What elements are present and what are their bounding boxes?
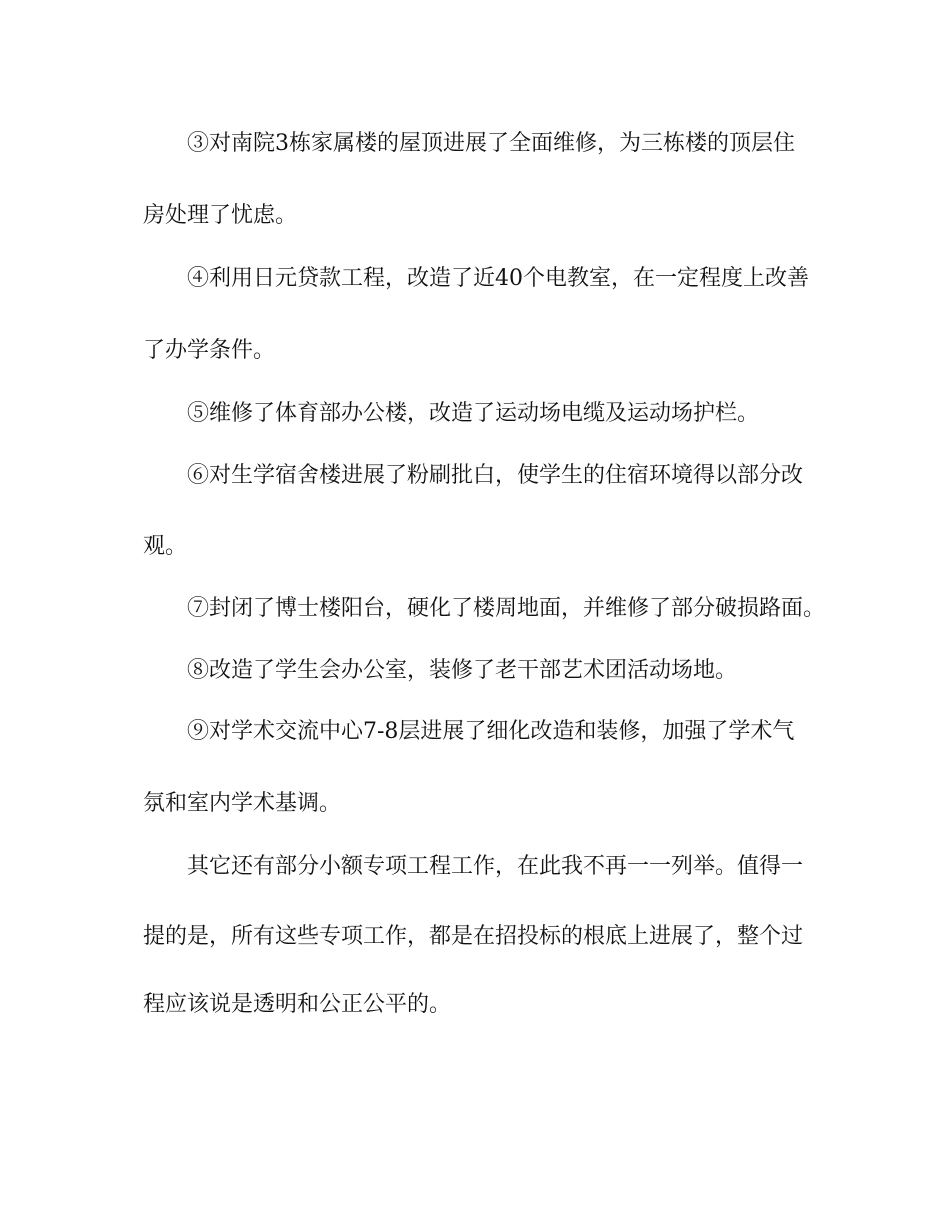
paragraph-7-line-1: ⑨对学术交流中心7-8层进展了细化改造和装修，加强了学术气 <box>187 719 795 744</box>
paragraph-8-line-1: 其它还有部分小额专项工程工作，在此我不再一一列举。值得一 <box>187 854 804 879</box>
paragraph-8-line-3: 程应该说是透明和公正公平的。 <box>143 992 452 1017</box>
paragraph-8-line-2: 提的是，所有这些专项工作，都是在招投标的根底上进展了，整个过 <box>143 924 804 949</box>
paragraph-6-line-1: ⑧改造了学生会办公室，装修了老干部艺术团活动场地。 <box>187 658 738 683</box>
paragraph-5-line-1: ⑦封闭了博士楼阳台，硬化了楼周地面，并维修了部分破损路面。 <box>187 596 826 621</box>
paragraph-2-line-1: ④利用日元贷款工程，改造了近40个电教室，在一定程度上改善 <box>187 266 809 291</box>
paragraph-1-line-2: 房处理了忧虑。 <box>143 203 298 228</box>
paragraph-1-line-1: ③对南院3栋家属楼的屋顶进展了全面维修，为三栋楼的顶层住 <box>187 131 795 156</box>
paragraph-4-line-2: 观。 <box>143 534 188 559</box>
paragraph-3-line-1: ⑤维修了体育部办公楼，改造了运动场电缆及运动场护栏。 <box>187 401 760 426</box>
paragraph-2-line-2: 了办学条件。 <box>143 338 276 363</box>
paragraph-7-line-2: 氛和室内学术基调。 <box>143 791 342 816</box>
paragraph-4-line-1: ⑥对生学宿舍楼进展了粉刷批白，使学生的住宿环境得以部分改 <box>187 463 804 488</box>
